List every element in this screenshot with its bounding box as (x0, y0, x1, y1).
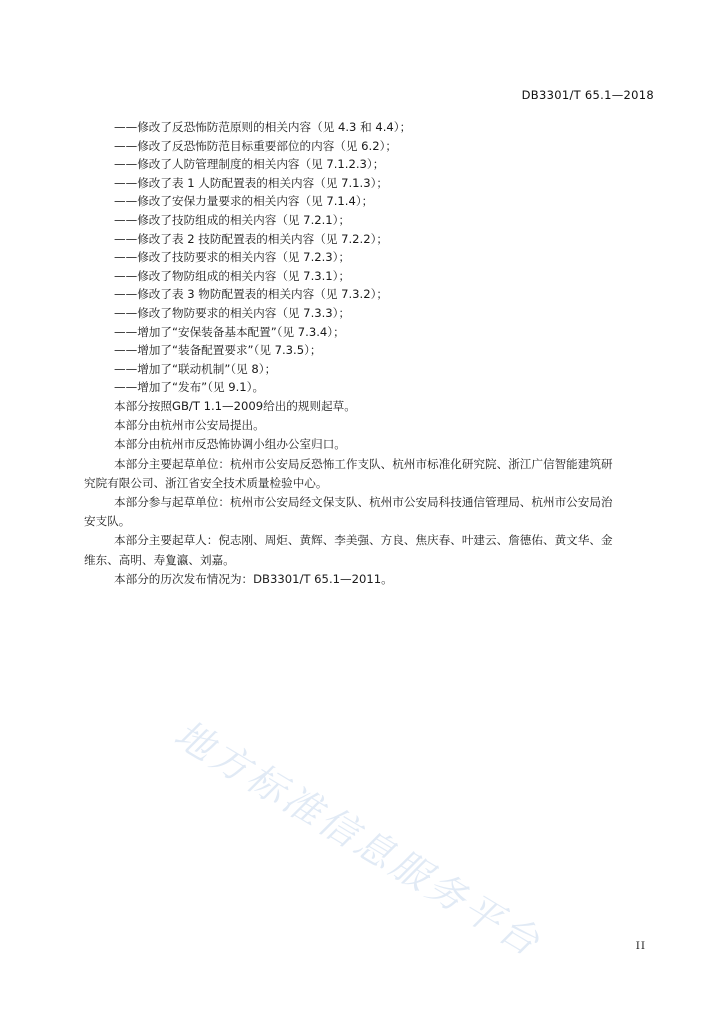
change-item: ——增加了“联动机制”（见 8）； (114, 361, 277, 376)
change-item: ——修改了反恐怖防范目标重要部位的内容（见 6.2）； (114, 138, 397, 153)
page-content (84, 118, 659, 589)
participating-units-line-2: 安支队。 (84, 514, 131, 529)
change-item: ——修改了反恐怖防范原则的相关内容（见 4.3 和 4.4）； (114, 120, 412, 134)
participating-units-line-1: 本部分参与起草单位：杭州市公安局经文保支队、杭州市公安局科技通信管理局、杭州市公安局治 (114, 494, 613, 509)
change-item: ——修改了表 1 人防配置表的相关内容（见 7.1.3）； (114, 175, 389, 190)
history-paragraph: 本部分的历次发布情况为：DB3301/T 65.1—2011。 (114, 571, 393, 586)
drafters-line-1: 本部分主要起草人：倪志刚、周炬、黄辉、李美强、方良、焦庆春、叶建云、詹德佑、黄文华、金 (114, 533, 613, 548)
change-item: ——修改了表 2 技防配置表的相关内容（见 7.2.2）； (114, 231, 389, 246)
drafters-line-2: 维东、高明、寿夐瀛、刘嘉。 (84, 552, 235, 567)
change-item: ——修改了安保力量要求的相关内容（见 7.1.4）； (114, 194, 374, 209)
centralized-by-paragraph: 本部分由杭州市反恐怖协调小组办公室归口。 (114, 437, 346, 452)
main-units-paragraph (84, 455, 659, 493)
drafters-paragraph (84, 531, 659, 569)
change-item: ——增加了“发布”（见 9.1）。 (114, 380, 265, 395)
page-number: II (635, 940, 646, 952)
change-item: ——修改了物防要求的相关内容（见 7.3.3）； (114, 305, 351, 320)
change-item: ——修改了技防要求的相关内容（见 7.2.3）； (114, 250, 351, 265)
proposed-by-paragraph: 本部分由杭州市公安局提出。 (114, 418, 265, 433)
change-item: ——修改了人防管理制度的相关内容（见 7.1.2.3）； (114, 157, 385, 172)
change-item: ——修改了表 3 物防配置表的相关内容（见 7.3.2）； (114, 287, 389, 302)
main-units-line-2: 究院有限公司、浙江省安全技术质量检验中心。 (84, 475, 328, 490)
standard-code: DB3301/T 65.1—2018 (521, 88, 654, 102)
participating-units-paragraph (84, 493, 659, 531)
change-list (114, 118, 659, 397)
change-item: ——增加了“安保装备基本配置”（见 7.3.4）； (114, 324, 345, 339)
change-item: ——修改了技防组成的相关内容（见 7.2.1）； (114, 212, 351, 227)
change-item: ——增加了“装备配置要求”（见 7.3.5）； (114, 343, 322, 358)
drafting-rule-paragraph: 本部分按照GB/T 1.1—2009给出的规则起草。 (114, 398, 356, 413)
main-units-line-1: 本部分主要起草单位：杭州市公安局反恐怖工作支队、杭州市标准化研究院、浙江广信智能建筑研 (114, 456, 613, 471)
watermark: 地方标准信息服务平台 (166, 711, 550, 966)
change-item: ——修改了物防组成的相关内容（见 7.3.1）； (114, 268, 351, 283)
